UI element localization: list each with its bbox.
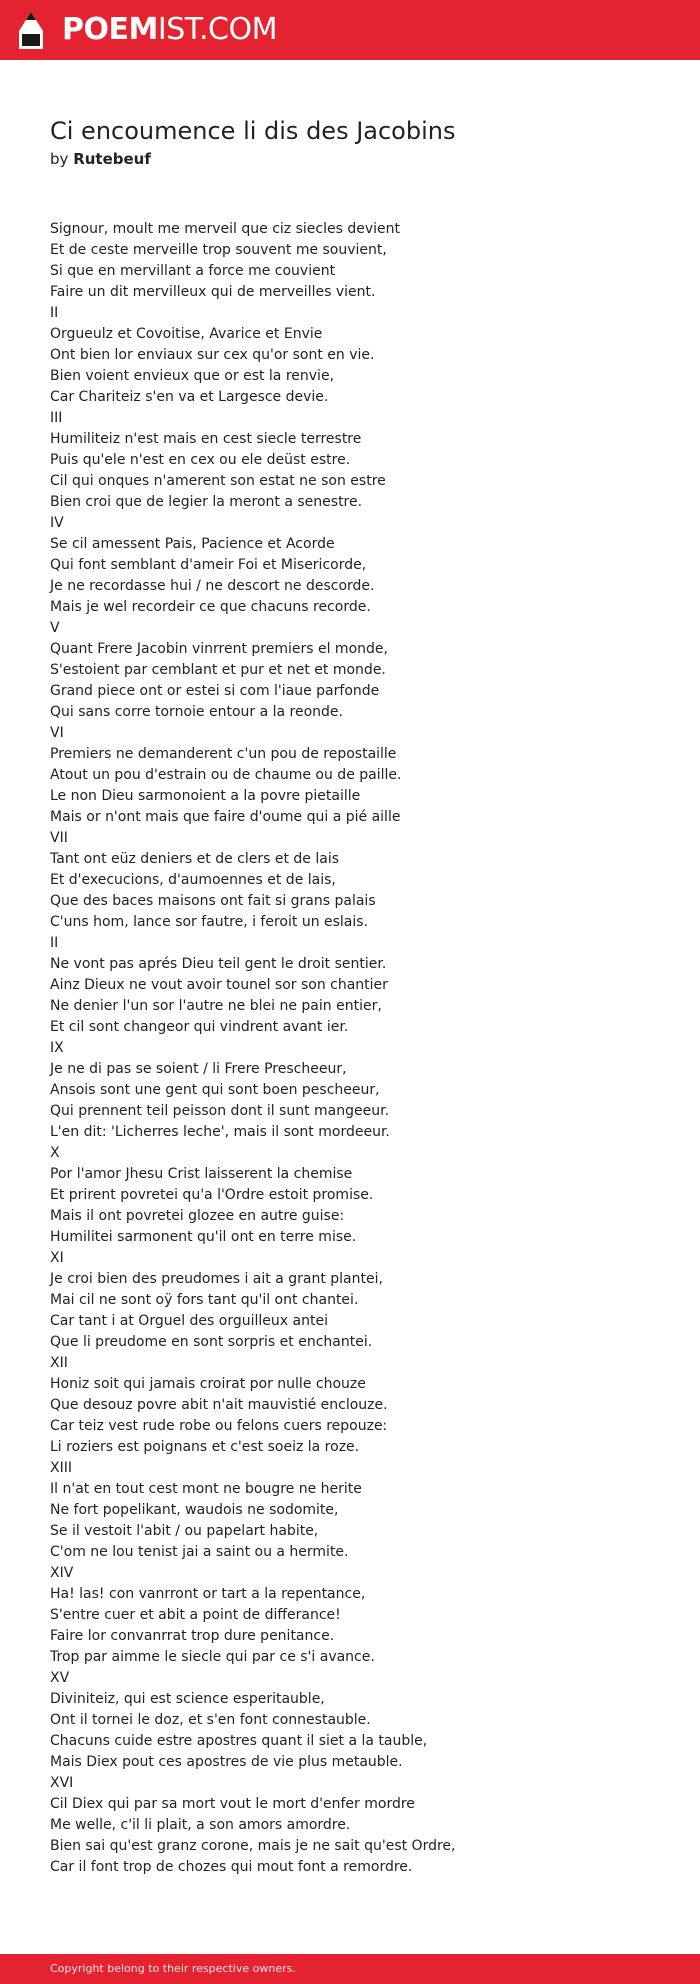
poem-line: Honiz soit qui jamais croirat por nulle chouze bbox=[50, 1376, 366, 1392]
poem-line: XV bbox=[50, 1670, 70, 1686]
poem-line: Ainz Dieux ne vout avoir tounel sor son chantier bbox=[50, 977, 388, 993]
poem-line: Que desouz povre abit n'ait mauvistié enclouze. bbox=[50, 1397, 388, 1413]
site-logo[interactable] bbox=[62, 12, 277, 48]
poem-line: Atout un pou d'estrain ou de chaume ou de paille. bbox=[50, 767, 402, 783]
poem-line: Grand piece ont or estei si com l'iaue parfonde bbox=[50, 683, 380, 699]
poem-line: C'om ne lou tenist jai a saint ou a hermite. bbox=[50, 1544, 349, 1560]
poem-line: C'uns hom, lance sor fautre, i feroit un eslais. bbox=[50, 914, 369, 930]
poem-line: Bien croi que de legier la meront a senestre. bbox=[50, 494, 363, 510]
poem-line: L'en dit: 'Licherres leche', mais il sont mordeeur. bbox=[50, 1124, 390, 1140]
poem-line: Puis qu'ele n'est en cex ou ele deüst estre. bbox=[50, 452, 351, 468]
poem-line: S'entre cuer et abit a point de differance! bbox=[50, 1607, 341, 1623]
poem-line: S'estoient par cemblant et pur et net et monde. bbox=[50, 662, 386, 678]
poem-line: Li roziers est poignans et c'est soeiz la roze. bbox=[50, 1439, 360, 1455]
poem-line: Se il vestoit l'abit / ou papelart habite, bbox=[50, 1523, 319, 1539]
poem-line: Cil qui onques n'amerent son estat ne son estre bbox=[50, 473, 386, 489]
poem-line: Por l'amor Jhesu Crist laisserent la chemise bbox=[50, 1166, 353, 1182]
poem-line: Et prirent povretei qu'a l'Ordre estoit promise. bbox=[50, 1187, 374, 1203]
poem-line: XIII bbox=[50, 1460, 72, 1476]
poem-line: Cil Diex qui par sa mort vout le mort d'enfer mordre bbox=[50, 1796, 415, 1812]
poem-line: Le non Dieu sarmonoient a la povre pietaille bbox=[50, 788, 361, 804]
poem-line: Et cil sont changeor qui vindrent avant ier. bbox=[50, 1019, 349, 1035]
poem-line: Mais or n'ont mais que faire d'oume qui a pié aille bbox=[50, 809, 401, 825]
logo-light: IST.COM bbox=[157, 12, 277, 47]
poem-line: Ansois sont une gent qui sont boen pescheeur, bbox=[50, 1082, 380, 1098]
poem-line: Ont bien lor enviaux sur cex qu'or sont en vie. bbox=[50, 347, 375, 363]
poem-line: Chacuns cuide estre apostres quant il siet a la tauble, bbox=[50, 1733, 428, 1749]
poem-line: Tant ont eüz deniers et de clers et de lais bbox=[50, 851, 340, 867]
poem-line: X bbox=[50, 1145, 60, 1161]
poem-line: Ne fort popelikant, waudois ne sodomite, bbox=[50, 1502, 339, 1518]
poem-title: Ci encoumence li dis des Jacobins bbox=[50, 117, 456, 145]
author-name: Rutebeuf bbox=[73, 150, 151, 168]
poem-line: Que des baces maisons ont fait si grans palais bbox=[50, 893, 376, 909]
poem-line: Trop par aimme le siecle qui par ce s'i avance. bbox=[50, 1649, 375, 1665]
by-label: by bbox=[50, 150, 69, 168]
poem-line: Qui font semblant d'ameir Foi et Misericorde, bbox=[50, 557, 367, 573]
poem-line: Ont il tornei le doz, et s'en font connestauble. bbox=[50, 1712, 371, 1728]
poem-line: Signour, moult me merveil que ciz siecles devient bbox=[50, 221, 400, 237]
poem-line: Bien sai qu'est granz corone, mais je ne sait qu'est Ordre, bbox=[50, 1838, 456, 1854]
logo-bold: POEM bbox=[62, 12, 158, 47]
poem-line: Et d'execucions, d'aumoennes et de lais, bbox=[50, 872, 336, 888]
poem-line: Mai cil ne sont oÿ fors tant qu'il ont chantei. bbox=[50, 1292, 359, 1308]
poem-line: Se cil amessent Pais, Pacience et Acorde bbox=[50, 536, 335, 552]
poem-line: Premiers ne demanderent c'un pou de repostaille bbox=[50, 746, 397, 762]
poem-line: IV bbox=[50, 515, 64, 531]
poem-line: Faire lor convanrrat trop dure penitance. bbox=[50, 1628, 335, 1644]
footer-bar bbox=[0, 1954, 700, 1984]
poem-line: XIV bbox=[50, 1565, 74, 1581]
poem-line: Me welle, c'il li plait, a son amors amordre. bbox=[50, 1817, 351, 1833]
poem-line: II bbox=[50, 305, 59, 321]
poem-line: VII bbox=[50, 830, 68, 846]
poem-line: V bbox=[50, 620, 60, 636]
poem-line: Il n'at en tout cest mont ne bougre ne herite bbox=[50, 1481, 362, 1497]
poem-line: Faire un dit mervilleux qui de merveilles vient. bbox=[50, 284, 376, 300]
poem-line: Mais il ont povretei glozee en autre guise: bbox=[50, 1208, 345, 1224]
poem-line: Si que en mervillant a force me couvient bbox=[50, 263, 336, 279]
poem-line: Qui sans corre tornoie entour a la reonde. bbox=[50, 704, 343, 720]
poem-line: Je ne recordasse hui / ne descort ne descorde. bbox=[50, 578, 375, 594]
poem-line: Mais Diex pout ces apostres de vie plus metauble. bbox=[50, 1754, 403, 1770]
header-bar bbox=[0, 0, 700, 60]
poem-line: Humilitei sarmonent qu'il ont en terre mise. bbox=[50, 1229, 357, 1245]
poem-line: Et de ceste merveille trop souvent me souvient, bbox=[50, 242, 387, 258]
poem-line: Je croi bien des preudomes i ait a grant plantei, bbox=[50, 1271, 383, 1287]
poem-line: Que li preudome en sont sorpris et enchantei. bbox=[50, 1334, 373, 1350]
poem-line: Ne denier l'un sor l'autre ne blei ne pain entier, bbox=[50, 998, 382, 1014]
byline bbox=[50, 148, 151, 170]
poem-line: Car il font trop de chozes qui mout font a remordre. bbox=[50, 1859, 413, 1875]
poem-line: Je ne di pas se soient / li Frere Prescheeur, bbox=[50, 1061, 347, 1077]
poem-line: III bbox=[50, 410, 63, 426]
poem-line: Quant Frere Jacobin vinrrent premiers el monde, bbox=[50, 641, 388, 657]
poem-body bbox=[50, 219, 670, 1878]
poem-line: II bbox=[50, 935, 59, 951]
poem-line: Car tant i at Orguel des orguilleux antei bbox=[50, 1313, 328, 1329]
pencil-logo-icon[interactable] bbox=[18, 11, 44, 51]
poem-line: Mais je wel recordeir ce que chacuns recorde. bbox=[50, 599, 371, 615]
poem-line: XVI bbox=[50, 1775, 74, 1791]
poem-line: Humiliteiz n'est mais en cest siecle terrestre bbox=[50, 431, 362, 447]
poem-line: Orgueulz et Covoitise, Avarice et Envie bbox=[50, 326, 323, 342]
poem-line: Ne vont pas aprés Dieu teil gent le droit sentier. bbox=[50, 956, 387, 972]
poem-line: Qui prennent teil peisson dont il sunt mangeeur. bbox=[50, 1103, 390, 1119]
poem-line: XII bbox=[50, 1355, 68, 1371]
poem-line: Diviniteiz, qui est science esperitauble, bbox=[50, 1691, 325, 1707]
poem-line: XI bbox=[50, 1250, 64, 1266]
copyright-text: Copyright belong to their respective owners. bbox=[50, 1962, 296, 1975]
poem-line: VI bbox=[50, 725, 64, 741]
poem-line: Bien voient envieux que or est la renvie, bbox=[50, 368, 335, 384]
poem-line: IX bbox=[50, 1040, 64, 1056]
poem-line: Ha! las! con vanrront or tart a la repentance, bbox=[50, 1586, 366, 1602]
poem-line: Car Chariteiz s'en va et Largesce devie. bbox=[50, 389, 329, 405]
poem-line: Car teiz vest rude robe ou felons cuers repouze: bbox=[50, 1418, 388, 1434]
